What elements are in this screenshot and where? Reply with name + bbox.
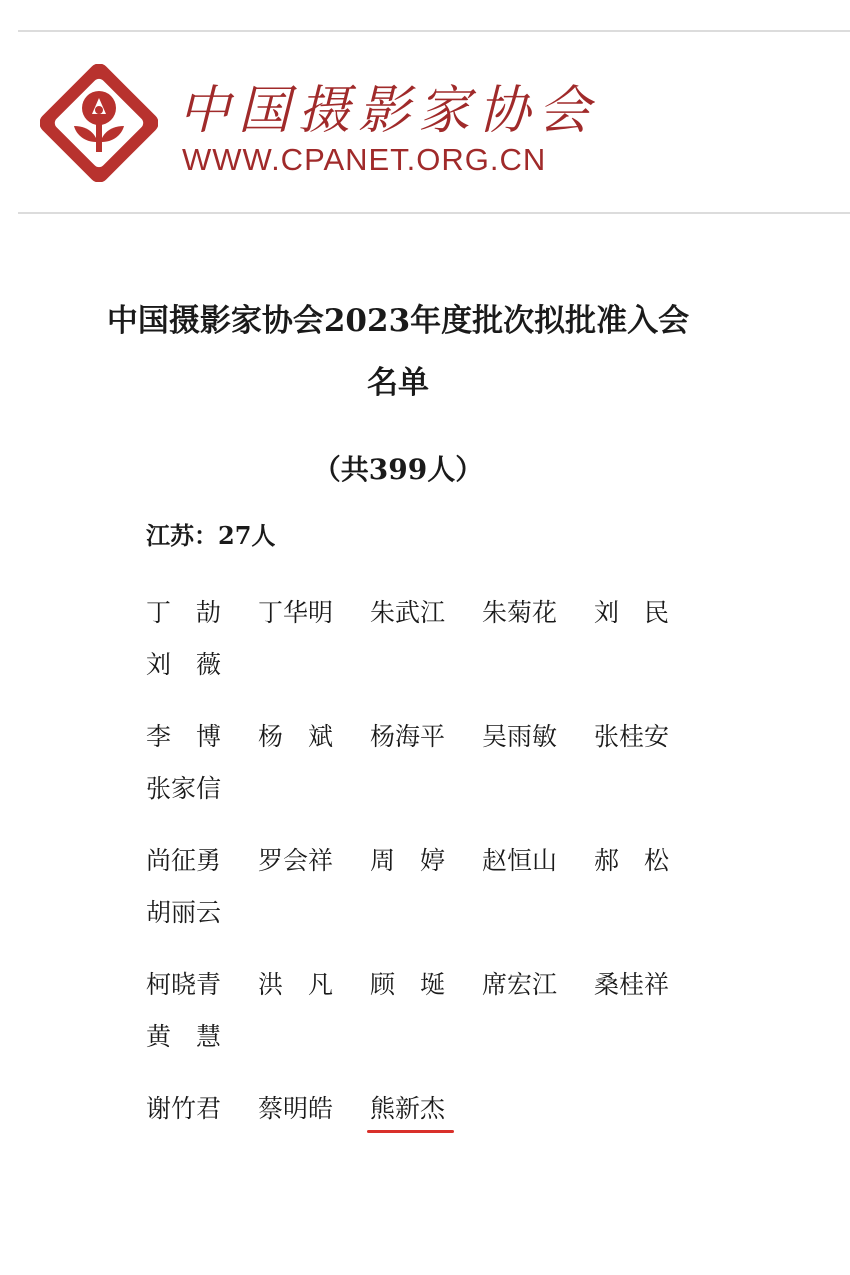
member-name: 黄 慧: [146, 1022, 222, 1051]
member-name: 郝 松: [594, 846, 670, 875]
member-name: 刘 民: [594, 598, 670, 627]
member-name: 罗会祥: [258, 846, 334, 875]
brand-url: WWW.CPANET.ORG.CN: [182, 142, 547, 177]
document-title: [60, 290, 736, 414]
cpa-emblem-icon: [40, 64, 158, 182]
name-list: [146, 585, 706, 1153]
name-row: [146, 585, 706, 637]
member-name: 李 博: [146, 722, 222, 751]
member-name: 杨 斌: [258, 722, 334, 751]
name-row: [146, 709, 706, 761]
member-name: 张桂安: [594, 722, 670, 751]
name-row: [146, 761, 706, 813]
member-name: 桑桂祥: [594, 970, 670, 999]
name-row: [146, 957, 706, 1009]
name-group: [146, 1081, 706, 1133]
member-name: 洪 凡: [258, 970, 334, 999]
brand-name-chinese: 中国摄影家协会: [178, 81, 599, 141]
member-name: 谢竹君: [146, 1094, 222, 1123]
title-line-2: 名单: [367, 365, 429, 401]
member-name: 丁 劼: [146, 598, 222, 627]
member-name: 胡丽云: [146, 898, 222, 927]
top-divider: [18, 30, 850, 32]
name-group: [146, 709, 706, 813]
name-row: [146, 885, 706, 937]
member-name: 周 婷: [370, 846, 446, 875]
region-heading: 江苏：27人: [146, 521, 276, 550]
member-name: 张家信: [146, 774, 222, 803]
member-name: 朱菊花: [482, 598, 558, 627]
member-name: 尚征勇: [146, 846, 222, 875]
total-count: （共399人）: [312, 453, 484, 486]
name-row: [146, 1081, 706, 1133]
member-name: 赵恒山: [482, 846, 558, 875]
member-name: 朱武江: [370, 598, 446, 627]
member-name: 柯晓青: [146, 970, 222, 999]
header-divider: [18, 212, 850, 214]
title-line-1: 中国摄影家协会2023年度批次拟批准入会: [106, 303, 690, 339]
member-name: 吴雨敏: [482, 722, 558, 751]
member-name: 顾 埏: [370, 970, 446, 999]
member-name: 席宏江: [482, 970, 558, 999]
name-row: [146, 637, 706, 689]
name-row: [146, 833, 706, 885]
name-group: [146, 957, 706, 1061]
highlighted-member-name: 熊新杰: [370, 1089, 448, 1125]
name-row: [146, 1009, 706, 1061]
highlight-underline: [367, 1130, 454, 1133]
member-name: 杨海平: [370, 722, 446, 751]
member-name: 蔡明皓: [258, 1094, 334, 1123]
site-header: [40, 64, 640, 184]
member-name: 刘 薇: [146, 650, 222, 679]
name-group: [146, 585, 706, 689]
member-name: 丁华明: [258, 598, 334, 627]
name-group: [146, 833, 706, 937]
